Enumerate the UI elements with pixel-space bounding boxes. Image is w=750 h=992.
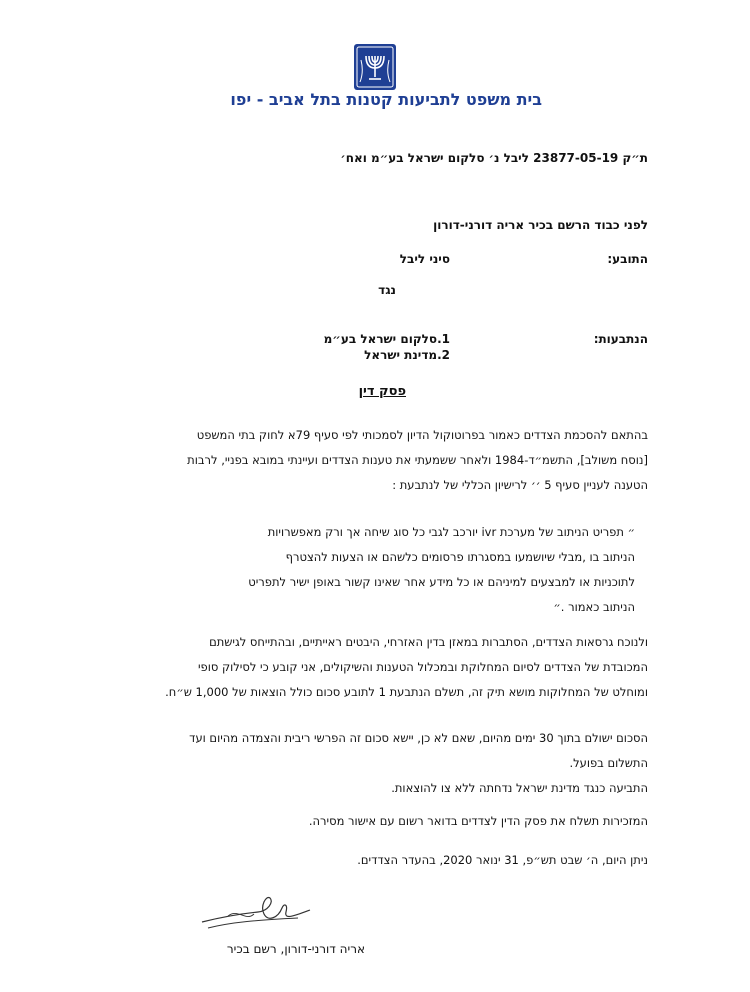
court-name: בית משפט לתביעות קטנות בתל אביב - יפו: [230, 90, 542, 109]
quote-line: לתוכניות או למבצעים למיניהם או כל מידע אחר שאינו קשור באופן ישיר לתפריט: [248, 575, 635, 589]
paragraph-line: הטענה לעניין סעיף 5 ׳׳ לרישיון הכללי של לנתבעת :: [392, 478, 648, 492]
paragraph-payment: [108, 726, 648, 801]
handwritten-signature: [198, 892, 316, 934]
paragraph-line: הסכום ישולם בתוך 30 ימים מהיום, שאם לא כן, יישא סכום זה הפרשי ריבית והצמדה מהיום ועד: [189, 731, 648, 745]
paragraph-line: [נוסח משולב], התשמ״ד-1984 ולאחר ששמעתי את טענות הצדדים ועיינתי במובא בפניי, לרבות: [187, 453, 648, 467]
paragraph-ruling: [108, 630, 648, 705]
defendants-label: הנתבעות:: [593, 332, 648, 346]
license-quote: [115, 520, 635, 620]
paragraph-line: התביעה כנגד מדינת ישראל נדחתה ללא צו להוצאות.: [391, 781, 648, 795]
plaintiff-name: סיני ליבל: [399, 252, 450, 266]
defendant-1: 1.סלקום ישראל בע״מ: [323, 332, 450, 346]
judge-line: לפני כבוד הרשם בכיר אריה דורני-דורון: [433, 218, 648, 232]
quote-line: ״ תפריט הניתוב של מערכת ivr יורכב לגבי כל סוג שיחה אך ורק מאפשרויות: [267, 525, 635, 539]
paragraph-date: [108, 848, 648, 873]
versus-label: נגד: [378, 283, 396, 297]
paragraph-opening: [108, 423, 648, 498]
document-title: פסק דין: [358, 384, 406, 399]
paragraph-secretariat: [108, 809, 648, 834]
menorah-emblem-icon: [352, 42, 398, 92]
paragraph-line: ומוחלט של המחלוקות מושא תיק זה, תשלם הנתבעת 1 לתובע סכום כולל הוצאות של 1,000 ש״ח.: [165, 685, 648, 699]
paragraph-line: ניתן היום, ה׳ שבט תש״פ, 31 ינואר 2020, בהעדר הצדדים.: [357, 853, 648, 867]
paragraph-line: ולנוכח גרסאות הצדדים, הסתברות במאזן בדין האזרחי, היבטים ראייתיים, ובהתייחס לגישתם: [209, 635, 648, 649]
quote-line: הניתוב בו ,מבלי שיושמעו במסגרתו פרסומים כלשהם או הצעות להצטרף: [285, 550, 635, 564]
defendant-2: 2.מדינת ישראל: [364, 348, 450, 362]
paragraph-line: בהתאם להסכמת הצדדים כאמור בפרוטוקול הדיון לסמכותי לפי סעיף 79א לחוק בתי המשפט: [196, 428, 648, 442]
paragraph-line: התשלום בפועל.: [569, 756, 648, 770]
quote-line: הניתוב כאמור .״: [553, 600, 635, 614]
plaintiff-label: התובע:: [607, 252, 648, 266]
paragraph-line: המכובדת של הצדדים לסיום המחלוקת ובמכלול הטענות והשיקולים, אני קובע כי לסילוק סופי: [197, 660, 648, 674]
paragraph-line: המזכירות תשלח את פסק הדין לצדדים בדואר רשום עם אישור מסירה.: [308, 814, 648, 828]
signer-name: אריה דורני-דורון, רשם בכיר: [226, 942, 365, 956]
case-title: ת״ק 23877-05-19 ליבל נ׳ סלקום ישראל בע״מ ואח׳: [340, 151, 648, 165]
